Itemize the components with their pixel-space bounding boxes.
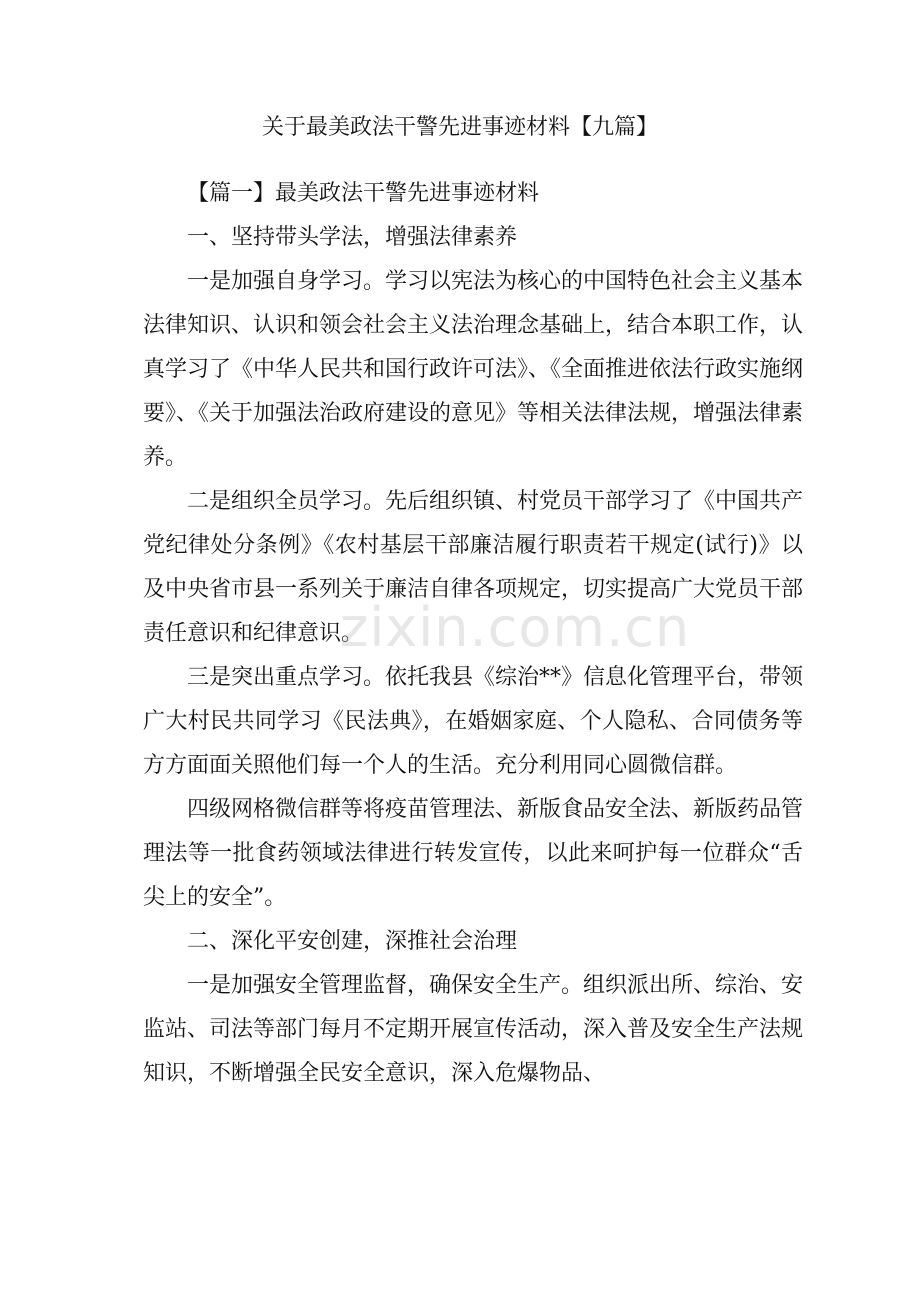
watermark: zixin.com.cn (340, 596, 691, 659)
paragraph: 三是突出重点学习。依托我县《综治**》信息化管理平台，带领广大村民共同学习《民法典》，在婚姻家庭、个人隐私、合同债务等方方面面关照他们每一个人的生活。充分利用同心圆微信群。 (143, 665, 804, 778)
paragraph: 一是加强安全管理监督，确保安全生产。组织派出所、综治、安监站、司法等部门每月不定期开展宣传活动，深入普及安全生产法规知识，不断增强全民安全意识，深入危爆物品、 (143, 973, 804, 1086)
paragraph: 四级网格微信群等将疫苗管理法、新版食品安全法、新版药品管理法等一批食药领域法律进行转发宣传，以此来呵护每一位群众“舌尖上的安全”。 (143, 797, 804, 910)
section-heading-2: 二、深化平安创建，深推社会治理 (187, 929, 518, 954)
section-heading-1: 一、坚持带头学法，增强法律素养 (187, 225, 518, 250)
paragraph: 一是加强自身学习。学习以宪法为核心的中国特色社会主义基本法律知识、认识和领会社会主义法治理念基础上，结合本职工作，认真学习了《中华人民共和国行政许可法》、《全面推进依法行政实施纲要》、《关于加强法治政府建设的意见》等相关法律法规，增强法律素养。 (143, 269, 804, 470)
section-heading-chapter-one: 【篇一】最美政法干警先进事迹材料 (187, 181, 540, 206)
paragraph: 二是组织全员学习。先后组织镇、村党员干部学习了《中国共产党纪律处分条例》《农村基层干部廉洁履行职责若干规定(试行)》以及中央省市县一系列关于廉洁自律各项规定，切实提高广大党员干部责任意识和纪律意识。 (143, 489, 804, 646)
document-title: 关于最美政法干警先进事迹材料【九篇】 (261, 115, 658, 140)
